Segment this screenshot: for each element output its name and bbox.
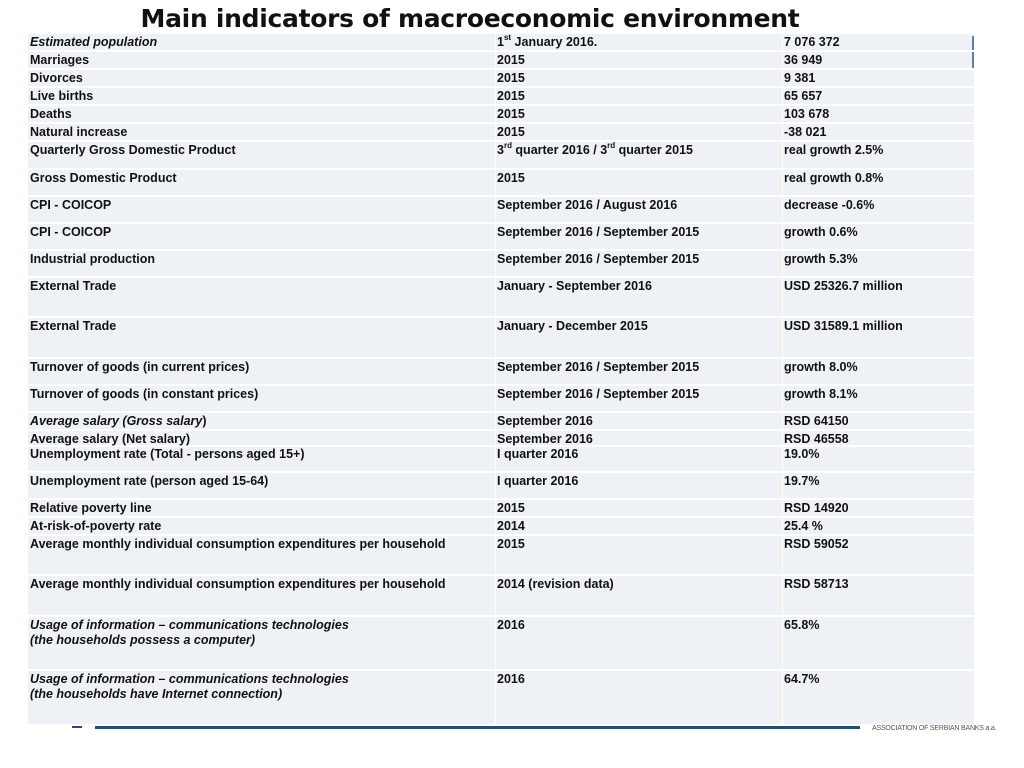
table-row	[28, 318, 974, 359]
table-row	[28, 500, 974, 518]
indicator-period: 1st January 2016.	[497, 33, 598, 49]
indicator-name: Turnover of goods (in constant prices)	[30, 387, 259, 401]
indicator-name: Unemployment rate (person aged 15-64)	[30, 474, 269, 488]
indicator-name: Live births	[30, 89, 94, 103]
footer-dash	[72, 726, 82, 728]
indicator-name: Deaths	[30, 107, 72, 121]
indicator-name: Turnover of goods (in current prices)	[30, 360, 250, 374]
indicator-value: 19.7%	[784, 474, 820, 488]
indicator-value: 103 678	[784, 107, 830, 121]
indicator-value: RSD 64150	[784, 414, 849, 428]
indicator-period: September 2016	[497, 414, 593, 428]
table-row	[28, 536, 974, 576]
indicator-period: 2015	[497, 89, 525, 103]
table-row	[28, 576, 974, 617]
indicator-value: growth 8.1%	[784, 387, 858, 401]
indicator-period: September 2016 / September 2015	[497, 387, 700, 401]
indicator-name: Estimated population	[30, 35, 158, 49]
indicator-value: RSD 58713	[784, 577, 849, 591]
indicator-name: Quarterly Gross Domestic Product	[30, 143, 236, 157]
indicator-period: January - September 2016	[497, 279, 652, 293]
indicator-period: September 2016 / September 2015	[497, 252, 700, 266]
indicator-period: September 2016 / September 2015	[497, 360, 700, 374]
table-row	[28, 124, 974, 142]
indicator-name: Usage of information – communications technologies (the households possess a computer)	[30, 618, 349, 647]
table-row	[28, 617, 974, 671]
table-row	[28, 386, 974, 413]
indicator-period: 2015	[497, 171, 525, 185]
indicator-value: 9 381	[784, 71, 816, 85]
table-row	[28, 278, 974, 318]
indicator-name: Average salary (Net salary)	[30, 432, 191, 446]
indicator-name: Average monthly individual consumption expenditures per household	[30, 537, 446, 551]
indicator-name: Divorces	[30, 71, 83, 85]
indicator-period: 2016	[497, 618, 525, 632]
table-row	[28, 473, 974, 500]
indicator-period: September 2016	[497, 432, 593, 446]
table-row	[28, 518, 974, 536]
indicator-period: 2015	[497, 125, 525, 139]
indicator-period: 2015	[497, 71, 525, 85]
footer-rule	[95, 726, 860, 729]
indicator-value: decrease -0.6%	[784, 198, 875, 212]
indicator-period: September 2016 / August 2016	[497, 198, 678, 212]
table-row	[28, 34, 974, 52]
indicator-period: I quarter 2016	[497, 474, 579, 488]
indicator-value: 65.8%	[784, 618, 820, 632]
indicator-name: Unemployment rate (Total - persons aged 15+)	[30, 447, 305, 461]
indicator-name: External Trade	[30, 279, 117, 293]
table-row	[28, 359, 974, 386]
indicator-name: Average salary (Gross salary)	[30, 414, 207, 428]
table-row	[28, 106, 974, 124]
association-logo: ASSOCIATION OF SERBIAN BANKS a.a.	[872, 725, 997, 732]
indicator-name: CPI - COICOP	[30, 225, 112, 239]
indicator-value: 25.4 %	[784, 519, 823, 533]
table-row	[28, 431, 974, 447]
indicator-value: growth 0.6%	[784, 225, 858, 239]
indicator-period: January - December 2015	[497, 319, 648, 333]
indicator-period: 2016	[497, 672, 525, 686]
indicator-name: Relative poverty line	[30, 501, 152, 515]
table-row	[28, 224, 974, 251]
indicator-value: 19.0%	[784, 447, 820, 461]
table-row	[28, 70, 974, 88]
indicator-value: USD 31589.1 million	[784, 319, 903, 333]
indicator-value: 64.7%	[784, 672, 820, 686]
indicator-value: RSD 59052	[784, 537, 849, 551]
indicator-period: 2015	[497, 501, 525, 515]
indicator-name: Natural increase	[30, 125, 128, 139]
indicator-name: Industrial production	[30, 252, 155, 266]
table-row	[28, 413, 974, 431]
indicator-value: 7 076 372	[784, 35, 840, 49]
indicator-value: real growth 0.8%	[784, 171, 884, 185]
indicator-period: 2014	[497, 519, 525, 533]
indicator-period: 2015	[497, 107, 525, 121]
indicator-name: At-risk-of-poverty rate	[30, 519, 162, 533]
indicator-value: 36 949	[784, 53, 823, 67]
table-row	[28, 446, 974, 473]
table-row	[28, 671, 974, 724]
indicator-value: USD 25326.7 million	[784, 279, 903, 293]
indicator-name: External Trade	[30, 319, 117, 333]
indicator-value: RSD 46558	[784, 432, 849, 446]
indicator-name: Marriages	[30, 53, 90, 67]
table-row	[28, 251, 974, 278]
indicator-value: growth 8.0%	[784, 360, 858, 374]
table-row	[28, 88, 974, 106]
indicator-name: Usage of information – communications technologies (the households have Internet connection)	[30, 672, 349, 701]
indicator-value: -38 021	[784, 125, 827, 139]
indicator-value: RSD 14920	[784, 501, 849, 515]
indicator-period: September 2016 / September 2015	[497, 225, 700, 239]
table-row	[28, 197, 974, 224]
indicator-period: I quarter 2016	[497, 447, 579, 461]
table-row	[28, 142, 974, 170]
page-title: Main indicators of macroeconomic environment	[140, 4, 800, 33]
indicator-period: 2015	[497, 53, 525, 67]
indicator-period: 2015	[497, 537, 525, 551]
table-row	[28, 170, 974, 197]
indicator-value: real growth 2.5%	[784, 143, 884, 157]
indicator-name: Average monthly individual consumption expenditures per household	[30, 577, 446, 591]
table-row	[28, 52, 974, 70]
indicator-name: Gross Domestic Product	[30, 171, 177, 185]
indicator-period: 3rd quarter 2016 / 3rd quarter 2015	[497, 141, 693, 157]
indicator-name: CPI - COICOP	[30, 198, 112, 212]
indicator-period: 2014 (revision data)	[497, 577, 614, 591]
indicator-value: growth 5.3%	[784, 252, 858, 266]
indicator-value: 65 657	[784, 89, 823, 103]
